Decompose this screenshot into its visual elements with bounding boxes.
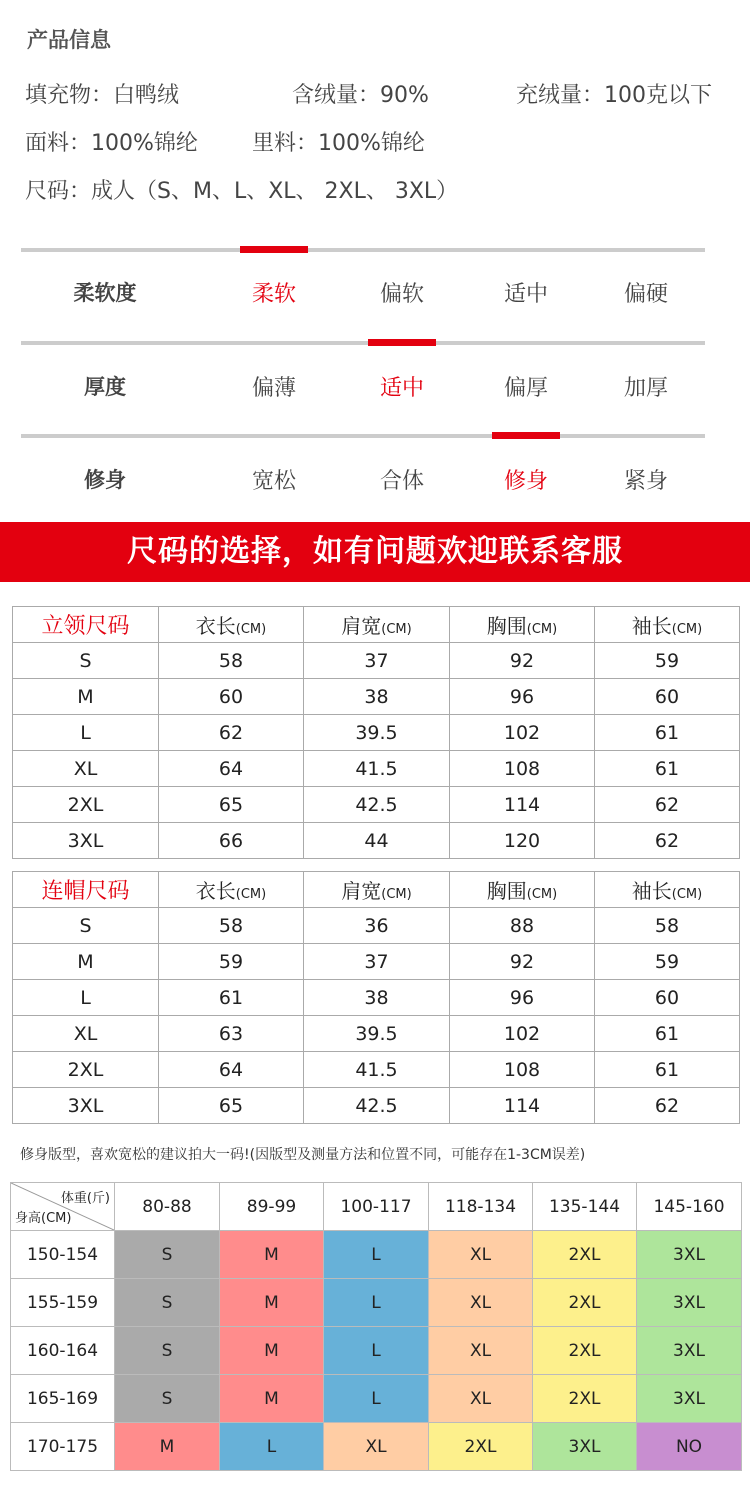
recommended-size-cell: S <box>115 1327 220 1375</box>
measurement-cell: 63 <box>159 1016 304 1052</box>
measurement-cell: 66 <box>159 823 304 859</box>
size-cell: L <box>13 715 159 751</box>
measurement-cell: 41.5 <box>304 1052 450 1088</box>
measurement-cell: 92 <box>450 944 595 980</box>
size-cell: L <box>13 980 159 1016</box>
recommended-size-cell: 2XL <box>533 1231 637 1279</box>
attribute-selected-marker <box>240 246 308 253</box>
size-range-text: 尺码：成人（S、M、L、XL、 2XL、 3XL） <box>25 179 459 204</box>
size-cell: 2XL <box>13 787 159 823</box>
measurement-cell: 58 <box>159 643 304 679</box>
measurement-cell: 96 <box>450 980 595 1016</box>
recommended-size-cell: M <box>220 1231 324 1279</box>
measurement-cell: 120 <box>450 823 595 859</box>
unit-label: (CM) <box>671 887 703 902</box>
weight-range-header: 100-117 <box>324 1183 429 1231</box>
table-row <box>13 751 740 787</box>
attribute-label: 修身 <box>84 468 126 492</box>
table-row <box>13 908 740 944</box>
measurement-cell: 58 <box>595 908 740 944</box>
column-header: 胸围(CM) <box>450 872 595 908</box>
weight-range-header: 145-160 <box>637 1183 742 1231</box>
measurement-cell: 61 <box>595 1016 740 1052</box>
attribute-option: 柔软 <box>251 282 296 307</box>
table-row <box>13 715 740 751</box>
attribute-option: 偏厚 <box>503 376 548 401</box>
height-axis-label: 身高(CM) <box>15 1211 72 1226</box>
weight-axis-label: 体重(斤) <box>60 1191 110 1206</box>
weight-range-header: 135-144 <box>533 1183 637 1231</box>
attribute-divider <box>21 434 705 438</box>
product-info-title: 产品信息 <box>27 28 111 52</box>
measurement-cell: 108 <box>450 1052 595 1088</box>
recommended-size-cell: L <box>324 1327 429 1375</box>
unit-label: (CM) <box>526 622 558 637</box>
height-range-cell: 165-169 <box>11 1375 115 1423</box>
recommended-size-cell: M <box>220 1375 324 1423</box>
recommended-size-cell: S <box>115 1231 220 1279</box>
attribute-option: 宽松 <box>251 469 296 494</box>
recommended-size-cell: L <box>324 1279 429 1327</box>
table-row <box>13 823 740 859</box>
measurement-cell: 61 <box>595 1052 740 1088</box>
chart-corner-cell <box>11 1183 115 1231</box>
size-cell: S <box>13 643 159 679</box>
weight-range-header: 89-99 <box>220 1183 324 1231</box>
measurement-cell: 39.5 <box>304 715 450 751</box>
unit-label: (CM) <box>235 887 267 902</box>
attribute-selected-marker <box>492 432 560 439</box>
fit-row <box>11 1231 742 1279</box>
weight-range-header: 118-134 <box>429 1183 533 1231</box>
fit-row <box>11 1423 742 1471</box>
attribute-option: 偏软 <box>379 282 424 307</box>
size-cell: XL <box>13 751 159 787</box>
recommended-size-cell: M <box>115 1423 220 1471</box>
measurement-cell: 114 <box>450 1088 595 1124</box>
fill-weight-text: 充绒量：100克以下 <box>516 83 712 108</box>
size-cell: 3XL <box>13 823 159 859</box>
size-cell: 3XL <box>13 1088 159 1124</box>
measurement-cell: 60 <box>595 980 740 1016</box>
table-row <box>13 980 740 1016</box>
measurement-cell: 44 <box>304 823 450 859</box>
measurement-cell: 108 <box>450 751 595 787</box>
size-selection-banner: 尺码的选择，如有问题欢迎联系客服 <box>0 522 750 582</box>
column-header: 肩宽(CM) <box>304 872 450 908</box>
recommended-size-cell: M <box>220 1327 324 1375</box>
attribute-option: 偏硬 <box>623 282 668 307</box>
recommended-size-cell: 3XL <box>637 1279 742 1327</box>
measurement-cell: 37 <box>304 944 450 980</box>
unit-label: (CM) <box>671 622 703 637</box>
measurement-cell: 59 <box>159 944 304 980</box>
size-cell: 2XL <box>13 1052 159 1088</box>
measurement-cell: 60 <box>159 679 304 715</box>
recommended-size-cell: 3XL <box>637 1375 742 1423</box>
measurement-cell: 62 <box>159 715 304 751</box>
fit-note: 修身版型，喜欢宽松的建议拍大一码!(因版型及测量方法和位置不同，可能存在1-3CM误差) <box>20 1147 586 1163</box>
measurement-cell: 61 <box>159 980 304 1016</box>
measurement-cell: 114 <box>450 787 595 823</box>
measurement-cell: 62 <box>595 823 740 859</box>
table-row <box>13 1052 740 1088</box>
column-header: 衣长(CM) <box>159 607 304 643</box>
filling-text: 填充物：白鸭绒 <box>25 83 180 108</box>
measurement-cell: 88 <box>450 908 595 944</box>
measurement-cell: 62 <box>595 787 740 823</box>
height-range-cell: 150-154 <box>11 1231 115 1279</box>
attribute-label: 厚度 <box>84 375 126 399</box>
measurement-cell: 42.5 <box>304 1088 450 1124</box>
attribute-selected-marker <box>368 339 436 346</box>
measurement-cell: 39.5 <box>304 1016 450 1052</box>
fit-row <box>11 1279 742 1327</box>
measurement-cell: 65 <box>159 787 304 823</box>
measurement-cell: 37 <box>304 643 450 679</box>
measurement-cell: 42.5 <box>304 787 450 823</box>
size-table-title: 连帽尺码 <box>13 872 159 908</box>
attribute-option: 加厚 <box>623 376 668 401</box>
measurement-cell: 102 <box>450 1016 595 1052</box>
column-header: 胸围(CM) <box>450 607 595 643</box>
measurement-cell: 59 <box>595 643 740 679</box>
standing-collar-size-table <box>12 606 740 859</box>
recommended-size-cell: 2XL <box>533 1327 637 1375</box>
size-cell: M <box>13 679 159 715</box>
unit-label: (CM) <box>381 622 412 637</box>
hooded-size-table <box>12 871 740 1124</box>
measurement-cell: 96 <box>450 679 595 715</box>
size-cell: XL <box>13 1016 159 1052</box>
attribute-option: 适中 <box>503 282 548 307</box>
measurement-cell: 59 <box>595 944 740 980</box>
table-row <box>13 944 740 980</box>
attribute-label: 柔软度 <box>73 281 137 305</box>
attribute-option: 适中 <box>379 376 424 401</box>
recommended-size-cell: XL <box>429 1279 533 1327</box>
measurement-cell: 36 <box>304 908 450 944</box>
measurement-cell: 58 <box>159 908 304 944</box>
column-header: 肩宽(CM) <box>304 607 450 643</box>
weight-range-header: 80-88 <box>115 1183 220 1231</box>
height-range-cell: 160-164 <box>11 1327 115 1375</box>
recommended-size-cell: L <box>324 1375 429 1423</box>
measurement-cell: 62 <box>595 1088 740 1124</box>
table-row <box>13 787 740 823</box>
measurement-cell: 61 <box>595 751 740 787</box>
recommended-size-cell: L <box>220 1423 324 1471</box>
table-row <box>13 1088 740 1124</box>
recommended-size-cell: XL <box>429 1375 533 1423</box>
attribute-option: 修身 <box>503 469 548 494</box>
attribute-option: 紧身 <box>623 469 668 494</box>
fit-row <box>11 1375 742 1423</box>
recommended-size-cell: 3XL <box>533 1423 637 1471</box>
column-header: 衣长(CM) <box>159 872 304 908</box>
measurement-cell: 64 <box>159 1052 304 1088</box>
recommended-size-cell: S <box>115 1375 220 1423</box>
measurement-cell: 64 <box>159 751 304 787</box>
size-cell: S <box>13 908 159 944</box>
size-table-title: 立领尺码 <box>13 607 159 643</box>
recommended-size-cell: 2XL <box>533 1375 637 1423</box>
recommended-size-cell: S <box>115 1279 220 1327</box>
down-content-text: 含绒量：90% <box>292 83 429 108</box>
table-row <box>13 679 740 715</box>
measurement-cell: 61 <box>595 715 740 751</box>
measurement-cell: 102 <box>450 715 595 751</box>
height-weight-fit-chart <box>10 1182 742 1471</box>
recommended-size-cell: NO <box>637 1423 742 1471</box>
unit-label: (CM) <box>381 887 412 902</box>
measurement-cell: 65 <box>159 1088 304 1124</box>
recommended-size-cell: M <box>220 1279 324 1327</box>
lining-text: 里料：100%锦纶 <box>252 131 425 156</box>
measurement-cell: 41.5 <box>304 751 450 787</box>
column-header: 袖长(CM) <box>595 872 740 908</box>
fit-row <box>11 1327 742 1375</box>
measurement-cell: 38 <box>304 679 450 715</box>
attribute-option: 偏薄 <box>251 376 296 401</box>
recommended-size-cell: XL <box>324 1423 429 1471</box>
unit-label: (CM) <box>526 887 558 902</box>
column-header: 袖长(CM) <box>595 607 740 643</box>
unit-label: (CM) <box>235 622 267 637</box>
table-row <box>13 643 740 679</box>
attribute-option: 合体 <box>379 469 424 494</box>
recommended-size-cell: 2XL <box>533 1279 637 1327</box>
height-range-cell: 170-175 <box>11 1423 115 1471</box>
size-cell: M <box>13 944 159 980</box>
recommended-size-cell: XL <box>429 1231 533 1279</box>
height-range-cell: 155-159 <box>11 1279 115 1327</box>
recommended-size-cell: XL <box>429 1327 533 1375</box>
recommended-size-cell: 3XL <box>637 1327 742 1375</box>
measurement-cell: 60 <box>595 679 740 715</box>
attribute-divider <box>21 248 705 252</box>
attribute-divider <box>21 341 705 345</box>
measurement-cell: 38 <box>304 980 450 1016</box>
recommended-size-cell: 2XL <box>429 1423 533 1471</box>
recommended-size-cell: 3XL <box>637 1231 742 1279</box>
recommended-size-cell: L <box>324 1231 429 1279</box>
table-row <box>13 1016 740 1052</box>
fabric-text: 面料：100%锦纶 <box>25 131 198 156</box>
measurement-cell: 92 <box>450 643 595 679</box>
